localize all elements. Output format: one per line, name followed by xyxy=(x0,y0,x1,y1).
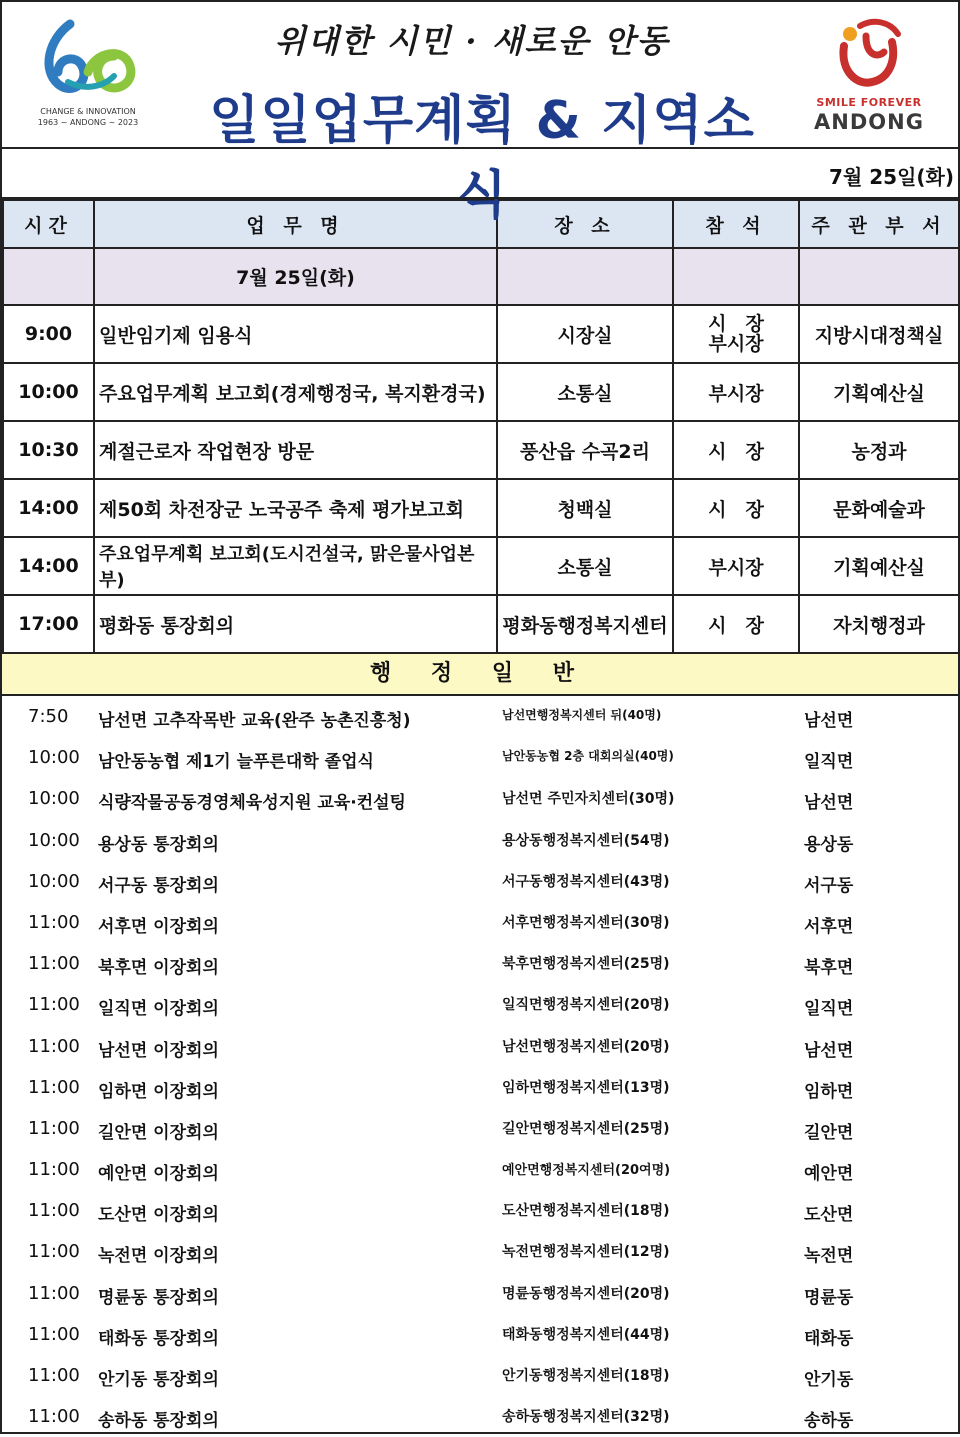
item-dept: 일직면 xyxy=(804,752,854,773)
logo-subtitle-1: CHANGE & INNOVATION xyxy=(40,107,136,116)
item-place: 서구동행정복지센터(43명) xyxy=(502,873,670,890)
item-time: 11:00 xyxy=(28,1076,80,1098)
table-row xyxy=(3,479,959,537)
item-time: 11:00 xyxy=(28,1365,80,1386)
item-place: 예안면행정복지센터(20여명) xyxy=(502,1163,671,1179)
item-name: 남선면 이장회의 xyxy=(98,1040,219,1061)
col-header-attend: 참 석 xyxy=(673,200,799,248)
row-time: 14:00 xyxy=(3,479,94,537)
item-time: 11:00 xyxy=(28,1200,80,1222)
item-place: 북후면행정복지센터(25명) xyxy=(502,956,670,973)
item-dept: 명륜동 xyxy=(804,1287,854,1308)
item-time: 11:00 xyxy=(28,1159,80,1181)
row-attend: 부시장 xyxy=(673,537,799,595)
item-place: 남선면 주민자치센터(30명) xyxy=(502,791,675,808)
item-dept: 도산면 xyxy=(804,1205,854,1226)
item-place: 남선면행정복지센터 뒤(40명) xyxy=(502,708,662,722)
date-row xyxy=(3,248,959,305)
item-name: 태화동 통장회의 xyxy=(98,1328,219,1349)
item-name: 용상동 통장회의 xyxy=(98,834,219,855)
item-dept: 송하동 xyxy=(804,1411,854,1432)
item-place: 용상동행정복지센터(54명) xyxy=(502,832,670,849)
list-item xyxy=(2,1108,958,1149)
list-item xyxy=(2,1026,958,1067)
row-dept: 기획예산실 xyxy=(799,363,959,421)
item-dept: 남선면 xyxy=(804,793,854,814)
table-row xyxy=(3,305,959,363)
item-place: 임하면행정복지센터(13명) xyxy=(502,1079,670,1096)
list-item xyxy=(2,737,958,778)
row-attend: 시 장 xyxy=(673,421,799,479)
item-place: 명륜동행정복지센터(20명) xyxy=(502,1285,670,1302)
item-dept: 북후면 xyxy=(804,958,854,979)
item-dept: 일직면 xyxy=(804,999,854,1020)
item-name: 식량작물공동경영체육성지원 교육·컨설팅 xyxy=(98,793,406,814)
item-name: 임하면 이장회의 xyxy=(98,1081,219,1102)
row-time: 17:00 xyxy=(3,595,94,653)
item-name: 명륜동 통장회의 xyxy=(98,1287,219,1308)
item-time: 7:50 xyxy=(28,706,69,727)
item-dept: 태화동 xyxy=(804,1328,854,1349)
logo-subtitle-2: 1963 ~ ANDONG ~ 2023 xyxy=(37,118,139,127)
list-item xyxy=(2,902,958,943)
item-time: 11:00 xyxy=(28,994,80,1016)
table-row xyxy=(3,421,959,479)
row-place: 소통실 xyxy=(497,363,673,421)
table-row xyxy=(3,363,959,421)
item-place: 송하동행정복지센터(32명) xyxy=(502,1409,670,1426)
andong-logo xyxy=(804,12,934,137)
row-attend-1: 시 장 xyxy=(708,313,764,335)
list-item xyxy=(2,1273,958,1314)
row-attend-2: 부시장 xyxy=(708,333,764,355)
item-place: 남선면행정복지센터(20명) xyxy=(502,1038,670,1055)
item-time: 11:00 xyxy=(28,1035,80,1057)
list-item xyxy=(2,1149,958,1190)
item-dept: 서후면 xyxy=(804,916,854,937)
row-attend: 부시장 xyxy=(673,363,799,421)
item-name: 서후면 이장회의 xyxy=(98,916,219,937)
list-item xyxy=(2,820,958,861)
row-time: 10:00 xyxy=(3,363,94,421)
item-name: 길안면 이장회의 xyxy=(98,1122,219,1143)
item-dept: 서구동 xyxy=(804,875,854,896)
col-header-time: 시간 xyxy=(3,200,94,248)
item-time: 10:00 xyxy=(28,870,80,892)
item-dept: 남선면 xyxy=(804,1040,854,1061)
item-time: 11:00 xyxy=(28,953,80,975)
row-task: 주요업무계획 보고회(경제행정국, 복지환경국) xyxy=(94,363,497,421)
date-row-label: 7월 25일(화) xyxy=(94,248,497,305)
section-title: 행 정 일 반 xyxy=(2,654,958,696)
list-item xyxy=(2,1067,958,1108)
list-item xyxy=(2,984,958,1025)
row-dept: 문화예술과 xyxy=(799,479,959,537)
item-place: 일직면행정복지센터(20명) xyxy=(502,997,670,1014)
item-place: 도산면행정복지센터(18명) xyxy=(502,1203,670,1220)
admin-list xyxy=(2,696,958,1437)
item-time: 11:00 xyxy=(28,1406,80,1428)
list-item xyxy=(2,1314,958,1355)
item-dept: 길안면 xyxy=(804,1122,854,1143)
item-name: 일직면 이장회의 xyxy=(98,999,219,1020)
item-time: 11:00 xyxy=(28,911,80,933)
list-item xyxy=(2,1190,958,1231)
item-place: 서후면행정복지센터(30명) xyxy=(502,914,670,931)
col-header-dept: 주 관 부 서 xyxy=(799,200,959,248)
item-dept: 용상동 xyxy=(804,834,854,855)
schedule-table xyxy=(2,199,960,654)
item-time: 11:00 xyxy=(28,1323,80,1345)
item-time: 10:00 xyxy=(28,747,80,769)
date-bar xyxy=(2,149,958,199)
item-place: 녹전면행정복지센터(12명) xyxy=(502,1244,670,1261)
row-dept: 기획예산실 xyxy=(799,537,959,595)
item-name: 안기동 통장회의 xyxy=(98,1370,219,1390)
sixty-logo-icon xyxy=(28,12,148,107)
page-title: 일일업무계획 & 지역소식 xyxy=(209,91,755,226)
item-name: 남안동농협 제1기 늘푸른대학 졸업식 xyxy=(98,752,374,773)
col-header-place: 장 소 xyxy=(497,200,673,248)
item-dept: 예안면 xyxy=(804,1164,854,1185)
row-place: 평화동행정복지센터 xyxy=(497,595,673,653)
row-attend: 시 장 xyxy=(673,595,799,653)
item-time: 11:00 xyxy=(28,1241,80,1263)
list-item xyxy=(2,1355,958,1396)
item-dept: 녹전면 xyxy=(804,1246,854,1267)
item-name: 남선면 고추작목반 교육(완주 농촌진흥청) xyxy=(98,711,411,731)
logo-right-text-2: ANDONG xyxy=(814,110,924,134)
row-task: 제50회 차전장군 노국공주 축제 평가보고회 xyxy=(94,479,497,537)
smile-logo-icon xyxy=(804,12,934,96)
row-task: 일반임기제 임용식 xyxy=(94,305,497,363)
row-place: 청백실 xyxy=(497,479,673,537)
item-dept: 안기동 xyxy=(804,1370,854,1390)
list-item xyxy=(2,778,958,819)
item-name: 녹전면 이장회의 xyxy=(98,1246,219,1267)
item-time: 10:00 xyxy=(28,788,80,810)
row-dept: 농정과 xyxy=(799,421,959,479)
table-row xyxy=(3,537,959,595)
item-place: 남안동농협 2층 대회의실(40명) xyxy=(502,749,674,764)
item-time: 11:00 xyxy=(28,1282,80,1304)
row-time: 14:00 xyxy=(3,537,94,595)
row-task: 계절근로자 작업현장 방문 xyxy=(94,421,497,479)
list-item xyxy=(2,696,958,737)
list-item xyxy=(2,861,958,902)
table-row xyxy=(3,595,959,653)
item-name: 송하동 통장회의 xyxy=(98,1411,219,1432)
anniversary-60-logo xyxy=(28,12,148,132)
row-attend xyxy=(673,305,799,363)
row-place: 풍산읍 수곡2리 xyxy=(497,421,673,479)
item-place: 태화동행정복지센터(44명) xyxy=(502,1326,670,1343)
item-place: 안기동행정복지센터(18명) xyxy=(502,1368,670,1384)
slogan: 위대한 시민 · 새로운 안동 xyxy=(274,22,670,60)
item-time: 11:00 xyxy=(28,1117,80,1139)
item-name: 북후면 이장회의 xyxy=(98,958,219,979)
report-date: 7월 25일(화) xyxy=(829,165,954,189)
list-item xyxy=(2,1396,958,1437)
list-item xyxy=(2,1231,958,1272)
row-task: 주요업무계획 보고회(도시건설국, 맑은물사업본부) xyxy=(94,537,497,595)
item-place: 길안면행정복지센터(25명) xyxy=(502,1120,670,1137)
col-header-task: 업 무 명 xyxy=(94,200,497,248)
item-time: 10:00 xyxy=(28,829,80,851)
item-dept: 임하면 xyxy=(804,1081,854,1102)
list-item xyxy=(2,943,958,984)
row-attend: 시 장 xyxy=(673,479,799,537)
row-dept: 자치행정과 xyxy=(799,595,959,653)
row-place: 소통실 xyxy=(497,537,673,595)
row-task: 평화동 통장회의 xyxy=(94,595,497,653)
logo-right-text-1: SMILE FOREVER xyxy=(816,96,922,109)
row-place: 시장실 xyxy=(497,305,673,363)
item-name: 도산면 이장회의 xyxy=(98,1205,219,1226)
row-time: 10:30 xyxy=(3,421,94,479)
row-time: 9:00 xyxy=(3,305,94,363)
row-dept: 지방시대정책실 xyxy=(799,305,959,363)
item-dept: 남선면 xyxy=(804,711,854,731)
item-name: 서구동 통장회의 xyxy=(98,875,219,896)
item-name: 예안면 이장회의 xyxy=(98,1164,219,1185)
